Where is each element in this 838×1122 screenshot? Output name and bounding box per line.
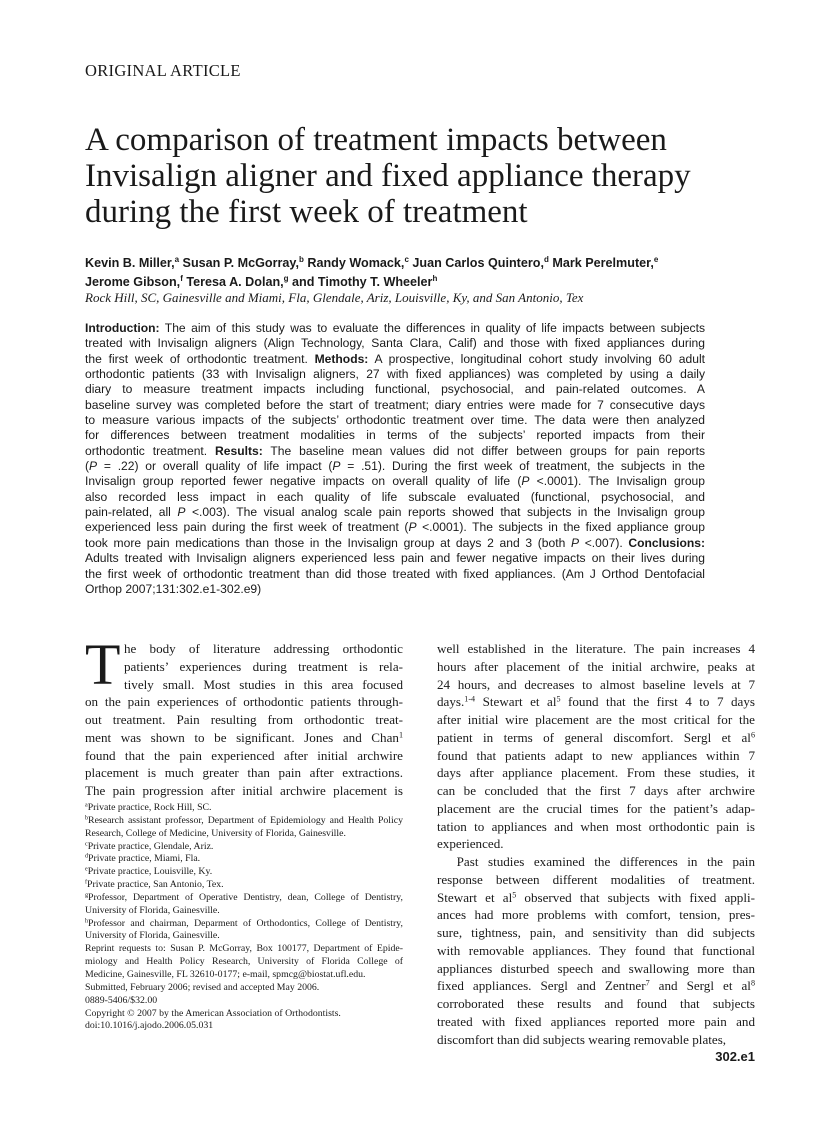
title-line: during the first week of treatment	[85, 194, 528, 230]
text-segment: pain-related, all	[85, 505, 178, 520]
superscript-reference: 1-4	[464, 694, 476, 704]
text-segment: Professor and chairman, Deparment of Orthodontics, College of Dentistry,	[88, 917, 403, 929]
drop-cap: T	[85, 632, 121, 697]
title-line: Invisalign aligner and fixed appliance therapy	[85, 158, 691, 194]
author-affiliation-mark: d	[543, 254, 549, 264]
abstract-line	[85, 536, 705, 551]
body-text-line	[437, 889, 755, 907]
text-segment: Past studies examined the differences in the pain	[437, 854, 755, 869]
text-segment: response between different modalities of treatment.	[437, 871, 755, 887]
text-segment: 0889-5406/$32.00	[85, 994, 158, 1006]
body-text-line	[437, 764, 755, 782]
text-segment: Medicine, Gainesville, FL 32610-0177; e-mail, spmcg@biostat.ufl.edu.	[85, 968, 366, 980]
body-text-line	[437, 693, 755, 711]
section-heading: Results:	[215, 443, 263, 458]
text-segment: days after appliance placement. From these studies, it	[437, 765, 755, 781]
text-segment: days.	[437, 694, 465, 710]
text-segment: (	[85, 459, 90, 474]
author-name: Kevin B. Miller,	[85, 256, 175, 270]
footnote-line	[85, 943, 403, 956]
abstract-line	[85, 490, 705, 505]
text-segment: Professor, Department of Operative Dentistry, dean, College of Dentistry,	[88, 891, 403, 903]
author-affiliation-mark: e	[653, 254, 659, 264]
footnote-line	[85, 969, 403, 982]
text-segment: Submitted, February 2006; revised and accepted May 2006.	[85, 981, 320, 993]
italic-symbol: P	[89, 459, 98, 474]
text-segment: fixed appliances. Sergl and Zentner	[437, 978, 646, 994]
author-affiliation-mark: c	[404, 254, 409, 264]
author-affiliation-mark: f	[180, 273, 183, 283]
text-segment: orthodontic treatment.	[85, 443, 216, 458]
superscript-reference: 5	[512, 890, 517, 900]
text-segment: Private practice, Rock Hill, SC.	[87, 802, 212, 813]
footnote-line	[85, 866, 403, 879]
footnote-line	[85, 815, 403, 828]
italic-symbol: P	[570, 535, 580, 550]
text-segment: corroborated these results and found that subjects	[437, 996, 755, 1011]
footnote-line	[85, 982, 403, 995]
footnote-line	[85, 1020, 403, 1033]
text-segment: he body of literature addressing orthodontic	[124, 641, 403, 656]
text-segment: placement are the crucial times for the patient’s adap-	[437, 800, 755, 816]
abstract	[85, 321, 705, 597]
superscript-reference: g	[85, 892, 89, 899]
body-text-line	[437, 942, 755, 960]
text-segment: Private practice, Miami, Fla.	[88, 853, 201, 865]
text-segment: and Sergl et al	[649, 978, 751, 994]
text-segment: took more pain medications than those in the Invisalign group at days 2 and 3 (both	[85, 535, 571, 550]
footnote-line	[85, 879, 403, 892]
superscript-reference: e	[85, 866, 88, 873]
author-affiliation-mark: b	[298, 254, 304, 264]
text-segment: Stewart et al	[437, 889, 513, 905]
body-text-line	[85, 711, 403, 729]
body-text-line	[437, 818, 755, 836]
text-segment: ances had more problems with comfort, tension, pres-	[437, 907, 755, 923]
text-segment: Research, College of Medicine, University of Florida, Gainesville.	[85, 827, 346, 839]
author-name: Susan P. McGorray,	[179, 256, 299, 270]
author-affiliation-mark: a	[174, 254, 180, 264]
text-segment: = .22) or overall quality of life impact (	[97, 459, 333, 474]
body-text-line	[124, 676, 403, 694]
body-text-line	[85, 764, 403, 782]
author-name: Mark Perelmuter,	[548, 256, 654, 270]
text-segment: Orthop 2007;131:302.e1-302.e9)	[85, 581, 262, 596]
superscript-reference: 1	[398, 730, 403, 740]
text-segment: patient in terms of general discomfort. Sergl et al	[437, 729, 751, 745]
text-segment: also recorded less impact in each quality of life subscale evaluated (functional, psychosocial, and	[85, 489, 705, 504]
abstract-line	[85, 444, 705, 459]
abstract-line	[85, 505, 705, 520]
footnote-line	[85, 918, 403, 931]
body-text-line	[437, 729, 755, 747]
text-segment: Adults treated with Invisalign aligners experienced less pain and fewer negative impacts on their lives during	[85, 551, 705, 566]
superscript-reference: 7	[645, 978, 650, 988]
abstract-line	[85, 382, 705, 397]
italic-symbol: P	[177, 505, 186, 520]
body-text-line	[437, 977, 755, 995]
footnote-line	[85, 905, 403, 918]
text-segment: found that the first 4 to 7 days	[560, 694, 755, 710]
superscript-reference: 5	[556, 694, 561, 704]
text-segment: the first week of orthodontic treatment than did those treated with fixed appliances. (Am J Orthod Dentofacial	[85, 566, 705, 581]
text-segment: Reprint requests to: Susan P. McGorray, Box 100177, Department of Epide-	[85, 943, 403, 955]
superscript-reference: c	[85, 841, 88, 848]
text-segment: found that the pain experienced after initial archwire	[85, 747, 403, 763]
text-segment: <.003). The visual analog scale pain reports showed that subjects in the Invisalign group	[185, 505, 705, 520]
body-text-line	[437, 676, 755, 694]
text-segment: The baseline mean values did not differ between groups for pain reports	[262, 443, 705, 458]
text-segment: experienced less pain during the first week of treatment (	[85, 520, 409, 535]
text-segment: found that patients adapt to new appliances within 7	[437, 747, 755, 763]
text-segment: A prospective, longitudinal cohort study involving 60 adult	[368, 351, 705, 366]
text-segment: <.007).	[579, 535, 629, 550]
page-number: 302.e1	[715, 1049, 755, 1064]
abstract-line	[85, 352, 705, 367]
text-segment: hours after placement of the initial archwire, peaks at	[437, 658, 755, 674]
section-label: ORIGINAL ARTICLE	[85, 61, 241, 80]
section-heading: Introduction:	[85, 321, 160, 335]
text-segment: The aim of this study was to evaluate the differences in quality of life impacts between subjects	[159, 321, 705, 335]
body-text-line	[85, 693, 403, 711]
footnote-line	[85, 930, 403, 943]
author-affiliation-mark: h	[432, 273, 438, 283]
text-segment: for differences between treatment modalities in terms of the subjects’ reported impacts from their	[85, 428, 705, 443]
text-segment: treated with Invisalign aligners (Align Technology, Santa Clara, Calif) and those with fixed appliances during	[85, 336, 705, 351]
author-name: Randy Womack,	[303, 256, 405, 270]
body-text-line	[437, 924, 755, 942]
abstract-line	[85, 551, 705, 566]
text-segment: Research assistant professor, Department of Epidemiology and Health Policy	[88, 814, 403, 826]
text-segment: with removable appliances. They found that functional	[437, 942, 755, 958]
body-text-line	[437, 658, 755, 676]
abstract-line	[85, 336, 705, 351]
superscript-reference: b	[85, 815, 89, 822]
text-segment: well established in the literature. The pain increases 4	[437, 641, 755, 656]
footnote-line	[85, 892, 403, 905]
text-segment: treated with fixed appliances reported more pain and	[437, 1013, 755, 1029]
text-segment: the first week of orthodontic treatment.	[85, 351, 315, 366]
body-text-line	[437, 1031, 755, 1049]
body-text-line	[437, 800, 755, 818]
text-segment: miology and Health Policy Research, University of Florida College of	[85, 956, 403, 968]
text-segment: discomfort than did subjects wearing removable plates,	[437, 1031, 727, 1047]
text-segment: tively small. Most studies in this area focused	[124, 676, 403, 692]
superscript-reference: 8	[750, 978, 755, 988]
text-segment: appliances disturbed speech and swallowing more than	[437, 960, 755, 976]
body-text-line	[437, 782, 755, 800]
text-segment: baseline survey was completed before the start of treatment; diary entries were made for 7 consecutive days	[85, 397, 705, 412]
author-affiliation-mark: g	[283, 273, 289, 283]
title-line: A comparison of treatment impacts between	[85, 122, 667, 158]
body-text-line	[124, 658, 403, 676]
author-name: Juan Carlos Quintero,	[408, 256, 544, 270]
body-text-line	[85, 729, 403, 747]
text-segment: ment was shown to be significant. Jones and Chan	[85, 729, 399, 745]
superscript-reference: a	[85, 802, 88, 809]
text-segment: can be concluded that the first 7 days after archwire	[437, 783, 755, 798]
text-segment: Invisalign group reported fewer negative impacts on overall quality of life (	[85, 474, 522, 489]
body-text-line	[437, 835, 755, 853]
footnote-line	[85, 956, 403, 969]
text-segment: Private practice, Glendale, Ariz.	[87, 840, 214, 852]
body-text-line	[437, 995, 755, 1013]
body-text-line	[437, 711, 755, 729]
text-segment: <.0001). The Invisalign group	[529, 474, 705, 489]
text-segment: sure, tightness, pain, and sensitivity than did subjects	[437, 925, 755, 940]
footnote-line	[85, 828, 403, 841]
author-locations: Rock Hill, SC, Gainesville and Miami, Fla, Glendale, Ariz, Louisville, Ky, and San Antonio, Tex	[85, 290, 584, 305]
body-text-line	[437, 853, 755, 871]
body-text-line	[437, 906, 755, 924]
footnotes	[85, 802, 403, 1033]
body-text-line	[437, 871, 755, 889]
text-segment: Copyright © 2007 by the American Association of Orthodontists.	[85, 1007, 341, 1019]
text-segment: The pain progression after initial archwire placement is	[85, 783, 403, 798]
section-heading: Conclusions:	[628, 535, 705, 550]
text-segment: on the pain experiences of orthodontic patients through-	[85, 694, 403, 710]
italic-symbol: P	[332, 459, 341, 474]
author-name: Jerome Gibson,	[85, 275, 181, 289]
abstract-line	[85, 474, 705, 489]
text-segment: experienced.	[437, 836, 504, 852]
text-segment: Private practice, Louisville, Ky.	[87, 866, 213, 878]
text-segment: diary to measure treatment impacts including functional, psychosocial, and pain-related outcomes. A	[85, 382, 705, 397]
abstract-line	[85, 520, 705, 535]
superscript-reference: 6	[750, 730, 755, 740]
body-text-line	[124, 640, 403, 658]
footnote-line	[85, 802, 403, 815]
text-segment: tation to appliances and when most orthodontic pain is	[437, 818, 755, 834]
footnote-line	[85, 1008, 403, 1021]
text-segment: to measure various impacts of the subjects’ orthodontic treatment over time. The data were then analyzed	[85, 413, 705, 428]
body-right-column	[437, 640, 755, 1048]
text-segment: patients’ experiences during treatment is rela-	[124, 658, 403, 674]
text-segment: Stewart et al	[475, 694, 557, 710]
author-name: and Timothy T. Wheeler	[288, 275, 433, 289]
abstract-line	[85, 459, 705, 474]
text-segment: University of Florida, Gainesville.	[85, 904, 220, 916]
italic-symbol: P	[408, 520, 417, 535]
text-segment: 24 hours, and decreases to almost baseline levels at 7	[437, 676, 755, 692]
text-segment: out treatment. Pain resulting from orthodontic treat-	[85, 712, 403, 727]
abstract-line	[85, 413, 705, 428]
text-segment: orthodontic patients (33 with Invisalign aligners, 27 with fixed appliances) was completed by using a daily	[85, 367, 705, 382]
body-text-line	[437, 960, 755, 978]
body-text-line	[437, 747, 755, 765]
footnote-line	[85, 853, 403, 866]
body-text-line	[437, 640, 755, 658]
text-segment: placement is much greater than pain after extractions.	[85, 765, 403, 781]
abstract-line	[85, 321, 705, 336]
text-segment: <.0001). The subjects in the fixed appliance group	[416, 520, 706, 535]
footnote-line	[85, 841, 403, 854]
text-segment: University of Florida, Gainesville.	[85, 930, 220, 942]
text-segment: Private practice, San Antonio, Tex.	[87, 879, 224, 891]
superscript-reference: f	[85, 879, 88, 886]
superscript-reference: d	[85, 854, 89, 861]
text-segment: doi:10.1016/j.ajodo.2006.05.031	[85, 1020, 214, 1032]
author-name: Teresa A. Dolan,	[182, 275, 284, 289]
author-list	[85, 254, 658, 292]
text-segment: = .51). During the first week of treatment, the subjects in the	[340, 459, 705, 474]
abstract-line	[85, 367, 705, 382]
abstract-line	[85, 398, 705, 413]
body-text-line	[85, 747, 403, 765]
body-left-column	[85, 632, 403, 800]
superscript-reference: h	[85, 918, 89, 925]
abstract-line	[85, 428, 705, 443]
abstract-line	[85, 582, 705, 597]
text-segment: observed that subjects with fixed appli-	[516, 889, 755, 905]
italic-symbol: P	[521, 474, 530, 489]
body-text-line	[85, 782, 403, 800]
text-segment: after initial wire placement are the most critical for the	[437, 712, 755, 727]
article-title	[85, 122, 785, 230]
body-text-line	[437, 1013, 755, 1031]
abstract-line	[85, 567, 705, 582]
footnote-line	[85, 995, 403, 1008]
section-heading: Methods:	[314, 351, 369, 366]
